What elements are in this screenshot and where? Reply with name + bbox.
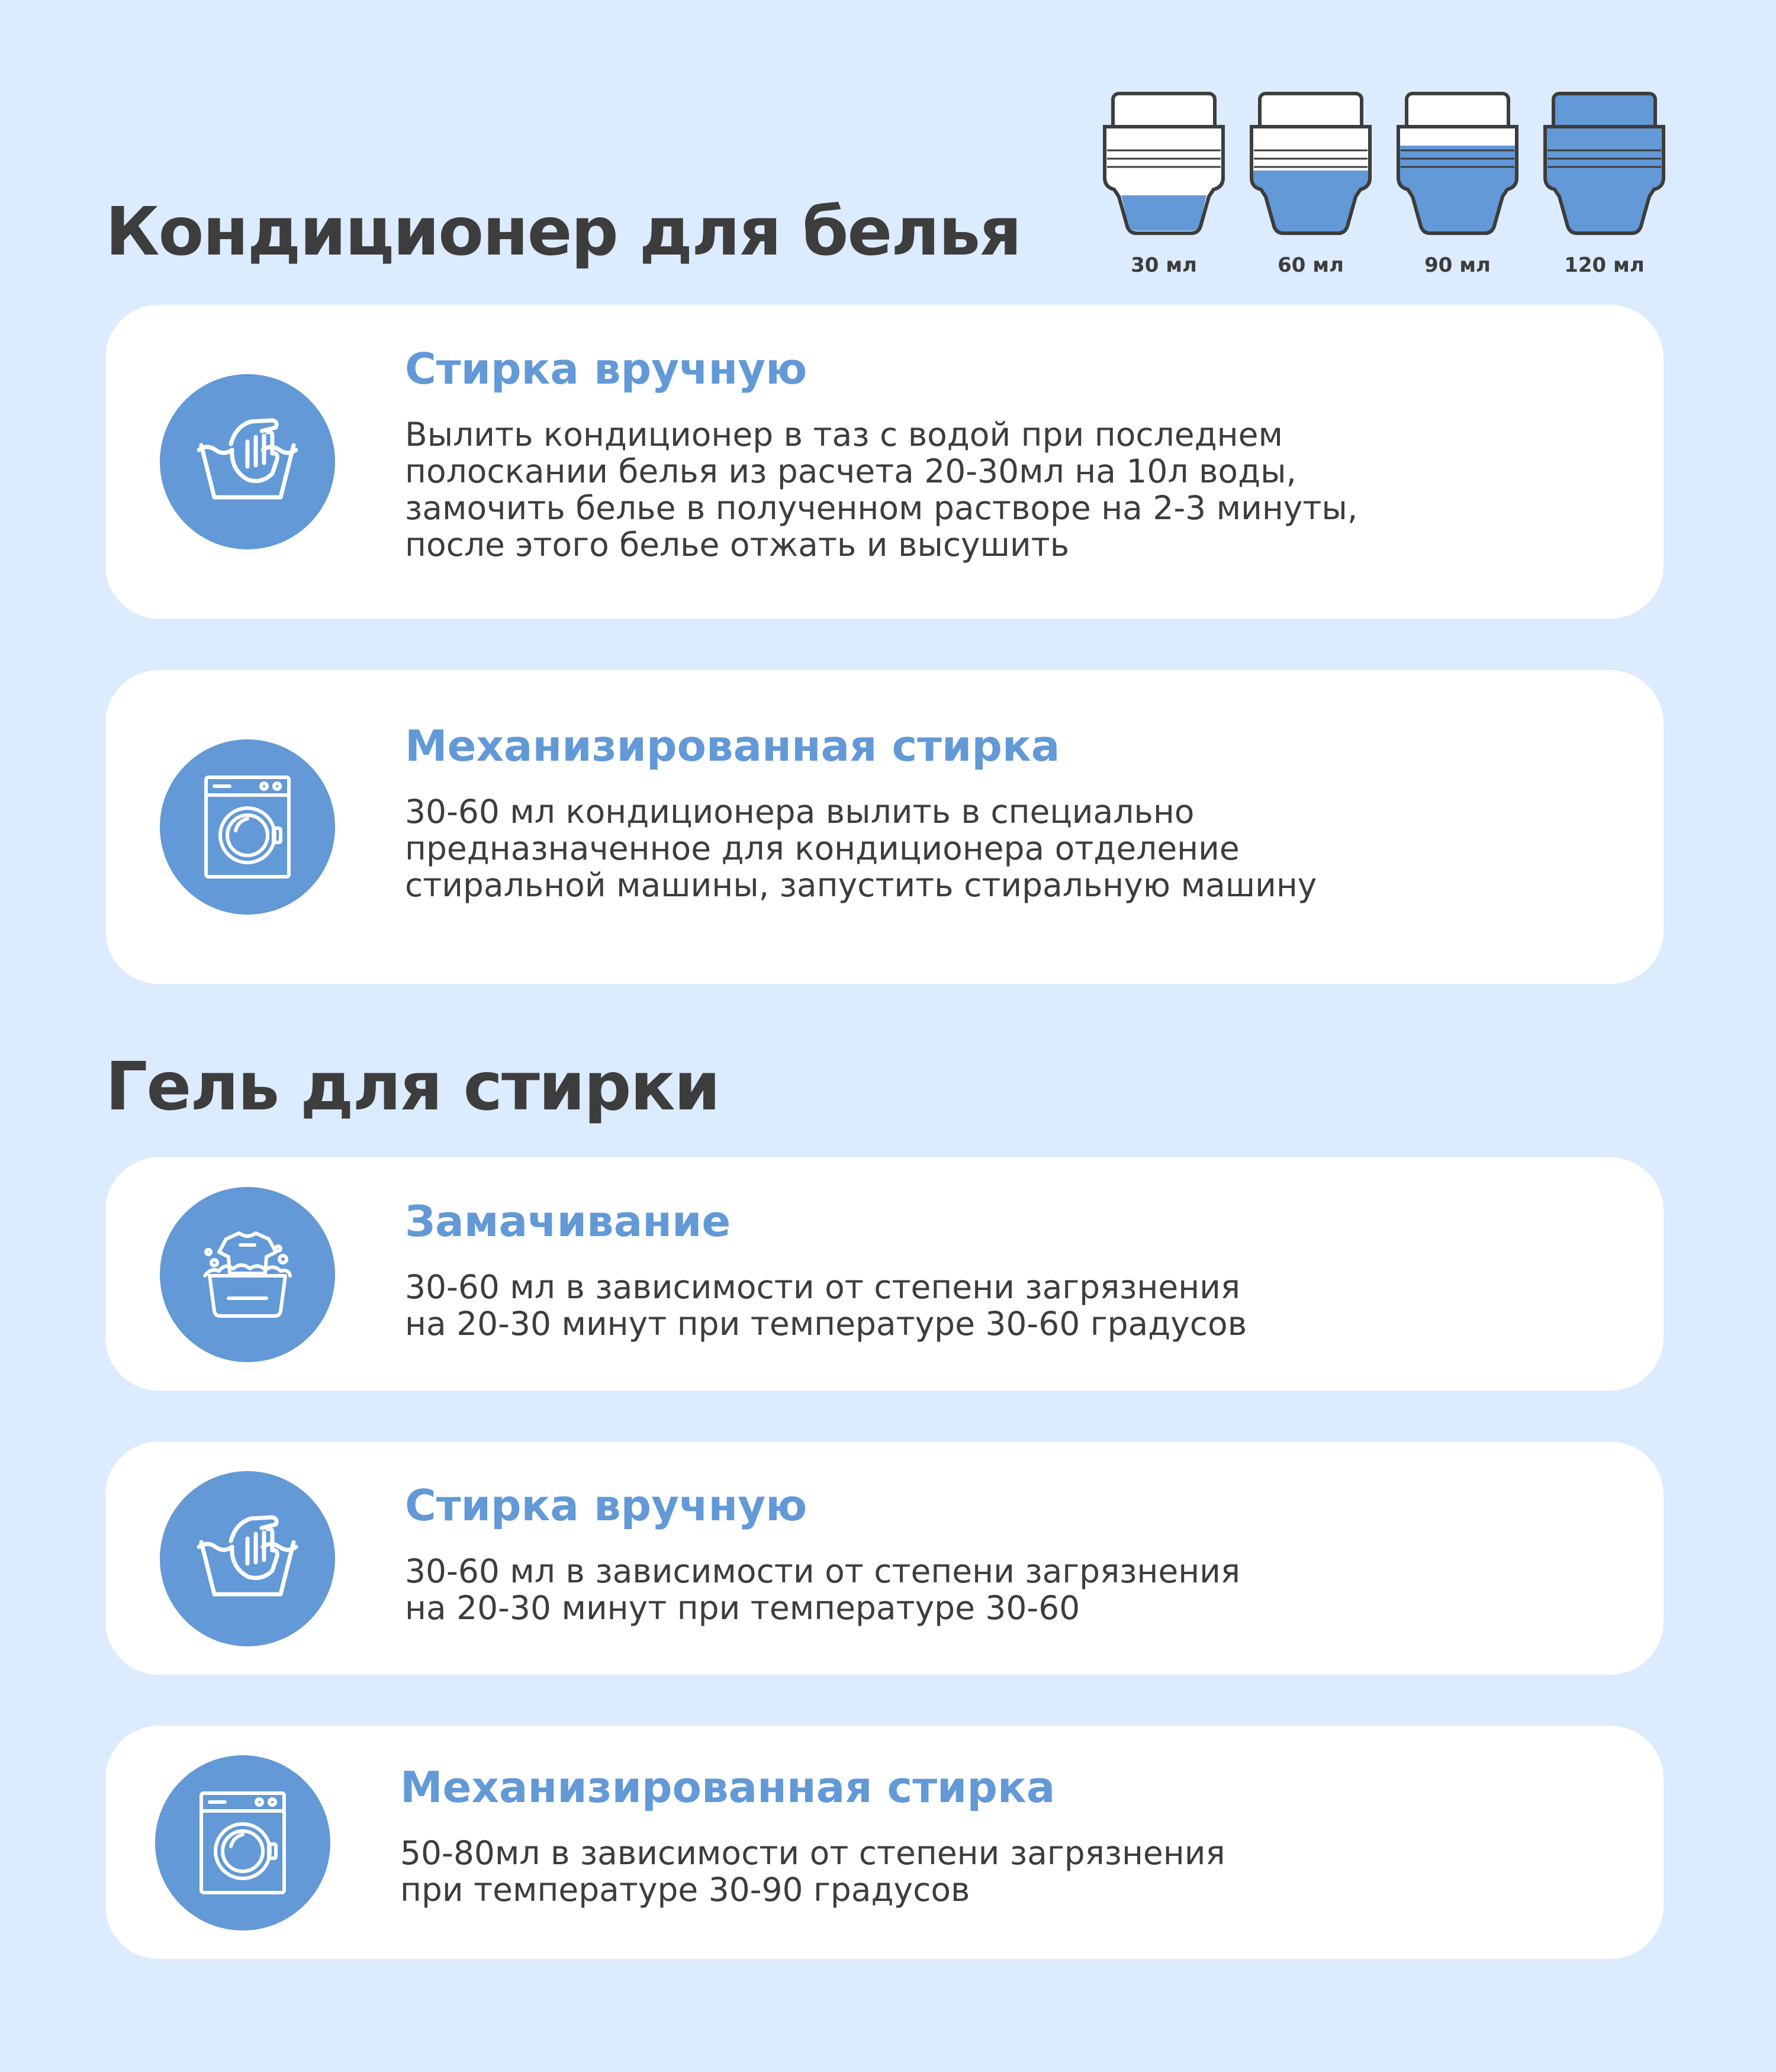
text-line: 30-60 мл кондиционера вылить в специально [405, 793, 1195, 831]
measuring-cup-icon [1099, 89, 1229, 249]
text-line: стиральной машины, запустить стиральную машину [405, 866, 1317, 904]
dosage-cup-90 [1392, 89, 1523, 284]
icon-circle [160, 739, 335, 915]
dosage-cups [1099, 89, 1667, 284]
text-line: предназначенное для кондиционера отделение [405, 829, 1240, 867]
card-title: Стирка вручную [405, 1481, 807, 1530]
section-title-conditioner: Кондиционер для белья [105, 194, 1021, 271]
card-title: Механизированная стирка [405, 721, 1060, 771]
icon-circle [160, 1471, 335, 1646]
text-line: 30-60 мл в зависимости от степени загрязнения [405, 1552, 1241, 1590]
hand-wash-icon [194, 1505, 301, 1612]
card-description [405, 793, 1317, 903]
card-conditioner-hand-wash [105, 305, 1664, 619]
card-description [405, 416, 1357, 563]
dosage-cup-60 [1246, 89, 1376, 284]
card-gel-machine-wash [105, 1726, 1664, 1959]
text-line: Вылить кондиционер в таз с водой при последнем [405, 416, 1283, 453]
washing-machine-icon [189, 1790, 296, 1896]
hand-wash-icon [194, 408, 301, 515]
text-line: полоскании белья из расчета 20-30мл на 10л воды, [405, 452, 1297, 490]
dosage-cup-120 [1539, 89, 1669, 284]
text-line: на 20-30 минут при температуре 30-60 [405, 1589, 1080, 1627]
dosage-cup-30 [1099, 89, 1229, 284]
card-description [405, 1269, 1247, 1342]
cup-label: 90 мл [1424, 253, 1491, 277]
measuring-cup-icon [1392, 89, 1523, 249]
text-line: на 20-30 минут при температуре 30-60 градусов [405, 1305, 1247, 1343]
icon-circle [155, 1755, 330, 1931]
washing-machine-icon [194, 774, 301, 880]
card-description [400, 1835, 1225, 1908]
text-line: при температуре 30-90 градусов [400, 1871, 970, 1909]
section-title-gel: Гель для стирки [105, 1048, 720, 1125]
card-gel-soaking [105, 1157, 1664, 1391]
icon-circle [160, 1187, 335, 1362]
icon-circle [160, 374, 335, 549]
text-line: 50-80мл в зависимости от степени загрязнения [400, 1834, 1225, 1872]
card-conditioner-machine-wash [105, 670, 1664, 984]
card-title: Стирка вручную [405, 344, 807, 394]
card-gel-hand-wash [105, 1442, 1664, 1675]
measuring-cup-icon [1539, 89, 1669, 249]
cup-label: 120 мл [1564, 253, 1645, 277]
measuring-cup-icon [1246, 89, 1376, 249]
card-title: Механизированная стирка [400, 1762, 1056, 1812]
card-title: Замачивание [405, 1196, 731, 1246]
text-line: после этого белье отжать и высушить [405, 526, 1070, 564]
soaking-basin-icon [194, 1221, 301, 1328]
cup-label: 30 мл [1131, 253, 1197, 277]
text-line: 30-60 мл в зависимости от степени загрязнения [405, 1268, 1241, 1306]
cup-label: 60 мл [1278, 253, 1344, 277]
card-description [405, 1553, 1240, 1626]
text-line: замочить белье в полученном растворе на 2-3 минуты, [405, 489, 1358, 527]
